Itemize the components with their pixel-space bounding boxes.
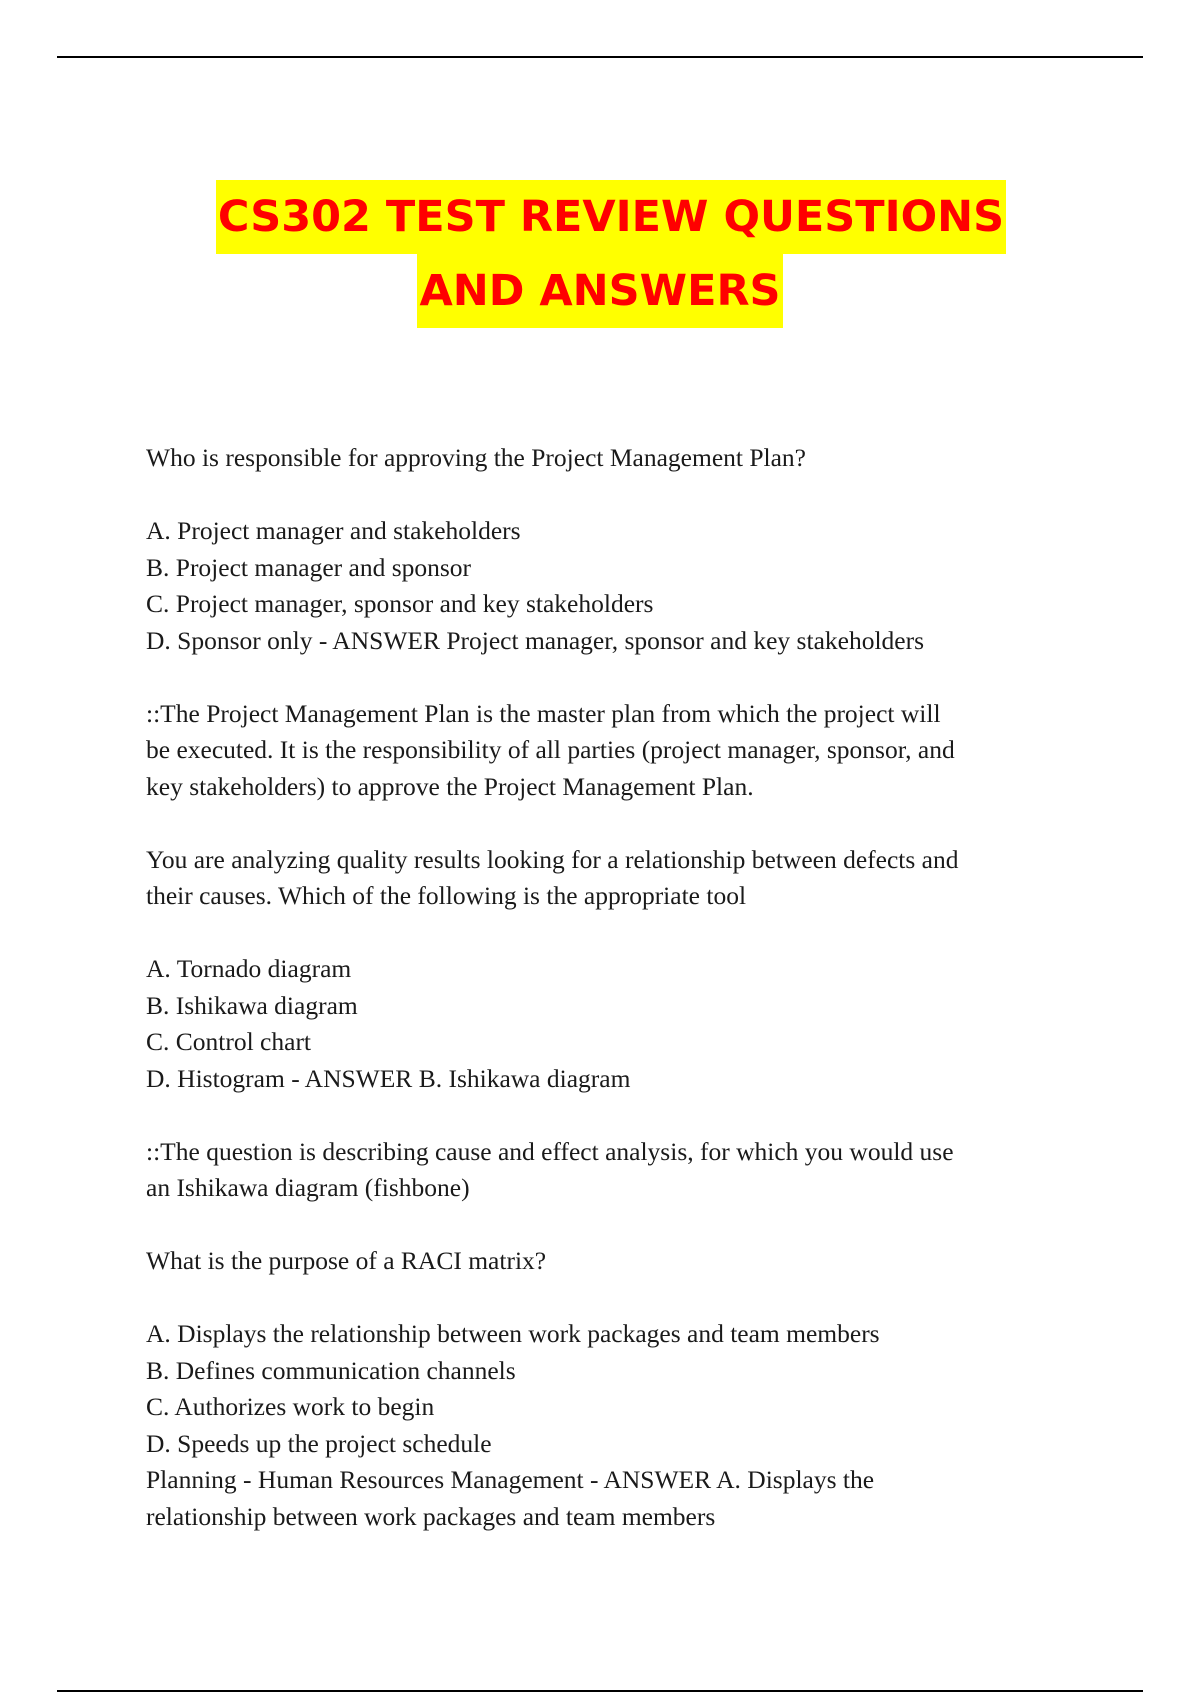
q3-option-c: C. Authorizes work to begin xyxy=(146,1392,435,1421)
q2-explanation-line: an Ishikawa diagram (fishbone) xyxy=(146,1173,470,1202)
q3-option-a: A. Displays the relationship between work packages and team members xyxy=(146,1319,880,1348)
q1-explanation-line: key stakeholders) to approve the Project Management Plan. xyxy=(146,771,754,801)
header-rule xyxy=(57,56,1143,58)
question-3: What is the purpose of a RACI matrix? xyxy=(146,1246,547,1275)
q3-option-b: B. Defines communication channels xyxy=(146,1355,516,1385)
title-line-1: CS302 TEST REVIEW QUESTIONS xyxy=(216,180,1006,254)
q3-answer-line: Planning - Human Resources Management - ANSWER A. Displays the xyxy=(146,1465,875,1494)
q2-option-a: A. Tornado diagram xyxy=(146,954,352,983)
q3-answer-line: relationship between work packages and team members xyxy=(146,1501,716,1531)
q1-option-d-answer: D. Sponsor only - ANSWER Project manager, sponsor and key stakeholders xyxy=(146,625,925,655)
document-body xyxy=(146,440,1076,1535)
title-line-2: AND ANSWERS xyxy=(417,254,782,328)
document-title xyxy=(0,180,1200,328)
question-2-line: You are analyzing quality results looking for a relationship between defects and xyxy=(146,844,959,874)
q2-option-c: C. Control chart xyxy=(146,1027,312,1056)
footer-rule xyxy=(57,1690,1143,1692)
q1-option-b: B. Project manager and sponsor xyxy=(146,552,472,582)
q1-explanation-line: be executed. It is the responsibility of all parties (project manager, sponsor, and xyxy=(146,735,955,764)
q1-option-c: C. Project manager, sponsor and key stakeholders xyxy=(146,589,654,618)
q2-explanation-line: ::The question is describing cause and effect analysis, for which you would use xyxy=(146,1136,954,1166)
q1-explanation-line: ::The Project Management Plan is the master plan from which the project will xyxy=(146,698,941,728)
q3-option-d: D. Speeds up the project schedule xyxy=(146,1428,492,1458)
question-1: Who is responsible for approving the Project Management Plan? xyxy=(146,443,806,472)
q2-option-b: B. Ishikawa diagram xyxy=(146,990,358,1020)
q2-option-d-answer: D. Histogram - ANSWER B. Ishikawa diagram xyxy=(146,1063,631,1093)
q1-option-a: A. Project manager and stakeholders xyxy=(146,516,521,545)
question-2-line: their causes. Which of the following is the appropriate tool xyxy=(146,881,747,910)
